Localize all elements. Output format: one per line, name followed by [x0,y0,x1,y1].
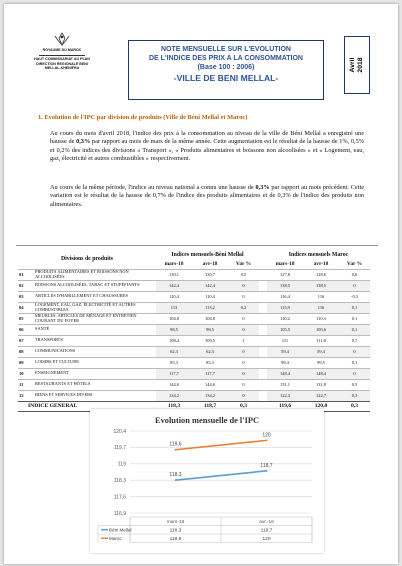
divisions-header: Divisions de produits [60,255,114,262]
table-cell: 0,6 [339,269,370,280]
table-cell: 128,6 [303,269,339,280]
legend-label: Maroc [109,535,122,541]
table-row [18,269,370,280]
legend-label: Béni Mellal [109,527,132,533]
group-header-maroc: Indices mensuels Maroc [288,251,349,258]
table-cell: 115,9 [267,302,303,313]
table-cell: 1 [228,335,259,346]
ipc-table [18,249,370,412]
table-cell: 144,6 [192,379,228,390]
x-category-label: avr.-18 [259,519,274,525]
table-cell: 148,4 [267,368,303,379]
column-gap [259,368,267,379]
table-cell: -0,3 [339,291,370,302]
table-cell: 110,4 [156,291,192,302]
table-cell: 144,6 [156,379,192,390]
org-line: DIRECTION REGIONALE BENI [36,61,88,66]
emblem-icon [52,32,72,46]
table-row [18,379,370,390]
table-cell: 0 [228,313,259,324]
division-code: 03 [18,291,34,302]
table-cell: 118,3 [156,401,192,411]
y-tick-label: 119 [118,461,126,468]
division-label: RESTAURANTS ET HÔTELS [34,379,156,390]
column-gap [259,379,267,390]
division-label: LOGEMENT, EAU, GAZ, ÉLECTRICITÉ ET AUTRES COMBUSTIBLES [34,302,156,313]
division-code: 12 [18,390,34,401]
data-table-value: 118,7 [260,528,273,534]
table-cell: 0,1 [339,357,370,368]
table-row [18,280,370,291]
chart-title: Evolution mensuelle de l'IPC [155,416,259,425]
division-label: TRANSPORTS [34,335,156,346]
paragraph-national [50,184,364,209]
table-cell: 0 [339,368,370,379]
org-line: MELLAL-KHENIFRA [44,66,80,71]
series-line [176,440,267,449]
paragraph-city [50,130,364,164]
table-cell: 111,8 [303,335,339,346]
table-cell: 98,5 [192,324,228,335]
table-cell: 138,5 [303,280,339,291]
table-cell: 110,2 [267,313,303,324]
org-line: ROYAUME DU MAROC [42,48,82,52]
table-cell: 0 [228,379,259,390]
table-cell: 0 [228,346,259,357]
table-cell: 0,1 [339,324,370,335]
division-label: BOISSONS ALCOOLISÉES, TABAC ET STUPÉFIANTS [34,280,156,291]
division-code: 09 [18,357,34,368]
table-cell: 113 [156,302,192,313]
column-gap [259,390,267,401]
ipc-chart [90,409,324,553]
division-code: 08 [18,346,34,357]
division-code: 02 [18,280,34,291]
table-cell: 148,4 [303,368,339,379]
column-header: mars-18 [275,261,295,268]
table-cell: 120,0 [303,401,339,411]
table-cell: 117,7 [192,368,228,379]
table-cell: 0,1 [339,313,370,324]
paragraph-text: par rapport au mois de mars de la même année. Cette augmentation est le résultat de la hausse de 1%, 0,5% et 0,2% des indices des divisions « Transport », « Produits alimentaires et boissons non alcoolisées » et « Logement, eau, gaz, électricité et autres combustibles » respectivement. [50,138,364,163]
table-cell: 99,5 [303,357,339,368]
table-cell: 0,5 [228,269,259,280]
column-gap [259,269,267,280]
y-tick-label: 119,7 [113,445,126,452]
table-cell: 62,3 [156,346,192,357]
division-code: 11 [18,379,34,390]
y-tick-label: 120,4 [113,428,126,435]
column-gap [259,346,267,357]
group-header-beni-mellal: Indices mensuels-Béni Mellal [171,251,244,258]
y-tick-label: 116,9 [113,510,126,517]
title-line: DE L'INDICE DES PRIX A LA CONSOMMATION [149,55,303,62]
table-cell: 134,2 [192,390,228,401]
document-subtitle: -VILLE DE BENI MELLAL- [173,73,279,83]
table-cell: 104,8 [156,313,192,324]
table-row [18,346,370,357]
table-cell: 0 [228,324,259,335]
table-cell: 0 [228,291,259,302]
table-cell: 142,4 [192,280,228,291]
column-gap [259,280,267,291]
table-row [18,357,370,368]
title-line: NOTE MENSUELLE SUR L'EVOLUTION [160,46,291,53]
month-label: Avril [349,57,356,73]
table-cell: 113,2 [192,302,228,313]
table-cell: 59,4 [303,346,339,357]
table-row [18,313,370,324]
table-cell: 142,4 [156,280,192,291]
table-cell: 104,8 [192,313,228,324]
table-cell: 59,4 [267,346,303,357]
table-cell: 130,7 [192,269,228,280]
highlight-value: 0,3% [255,184,270,191]
column-gap [259,313,267,324]
division-code: 10 [18,368,34,379]
table-cell: 111 [267,335,303,346]
paragraph-text: Au cours du mois d'avril 2018, l'indice des prix à la consommation au niveau de la ville de Béni Mellal a enregistré une hausse de [50,130,364,146]
column-gap [259,291,267,302]
table-cell: 0,5 [339,379,370,390]
table-row [18,390,370,401]
table-row [18,335,370,346]
column-header: avr-18 [313,261,329,268]
table-cell: 122,7 [303,390,339,401]
table-cell: 109,5 [192,335,228,346]
table-cell: 116 [303,291,339,302]
column-gap [259,335,267,346]
y-tick-label: 118,3 [113,478,126,484]
division-label: ARTICLES D'HABILLEMENT ET CHAUSSURES [34,291,156,302]
column-header: avr-18 [202,261,218,268]
table-cell: 122,3 [267,390,303,401]
table-cell: 116,4 [267,291,303,302]
division-label: MEUBLES, ARTICLES DE MÉNAGE ET ENTRETIEN COURANT DU FOYER [34,313,156,324]
table-cell: 131,8 [303,379,339,390]
paragraph-text: Au cours de la même période, l'indice au niveau national a connu une hausse de [50,184,256,191]
table-row [18,324,370,335]
data-table-value: 119,6 [169,536,182,542]
table-cell: 62,3 [192,346,228,357]
table-cell: 130,1 [156,269,192,280]
data-table-value: 118,3 [169,528,182,534]
division-code: 04 [18,302,34,313]
divider [16,245,378,246]
division-label: ENSEIGNEMENT [34,368,156,379]
date-label [349,57,365,72]
table-cell: 0 [339,346,370,357]
table-cell: 0 [228,368,259,379]
document-title-box [128,40,324,100]
data-label: 120 [262,432,271,439]
table-cell: 119,6 [267,401,303,411]
table-cell: 98,5 [156,324,192,335]
y-tick-label: 117,6 [113,494,126,501]
table-cell: 131,1 [267,379,303,390]
division-label: BIENS ET SERVICES DIVERS [34,390,156,401]
table-cell: 117,7 [156,368,192,379]
division-code: 05 [18,313,34,324]
data-point [175,449,177,451]
document-page [4,4,398,564]
data-point [266,439,268,441]
data-label: 118,7 [260,462,273,469]
data-label: 118,3 [169,472,182,479]
column-header: mars-18 [164,261,184,268]
table-cell: 108,4 [156,335,192,346]
title-line: (Base 100 : 2006) [197,64,255,71]
series-line [176,471,267,480]
section-heading: 1. Evolution de l'IPC par division de produits (Ville de Béni Mellal et Maroc) [38,114,248,121]
column-header: Var % [235,261,252,268]
table-cell: 0,3 [339,390,370,401]
table-cell: 85,3 [192,357,228,368]
table-cell: 0,3 [228,401,259,411]
chart-canvas [90,409,324,553]
table-cell: 116 [303,302,339,313]
division-code: 07 [18,335,34,346]
column-gap [259,357,267,368]
org-line: HAUT COMMISSARIAT AU PLAN [34,57,90,62]
data-point [175,479,177,481]
division-label: COMMUNICATIONS [34,346,156,357]
data-label: 119,6 [169,441,182,448]
column-gap [259,324,267,335]
table-cell: 0 [339,280,370,291]
date-box [344,36,370,94]
table-cell: 99,4 [267,357,303,368]
division-label: SANTÉ [34,324,156,335]
division-code: 01 [18,269,34,280]
table-cell: 0,3 [339,401,370,411]
division-code: 06 [18,324,34,335]
table-row [18,302,370,313]
column-gap [259,302,267,313]
table-cell: 105,6 [303,324,339,335]
data-table-value: 120 [262,536,271,542]
table-cell: 105,5 [267,324,303,335]
table-cell: 110,4 [192,291,228,302]
table-cell: 85,3 [156,357,192,368]
total-label: INDICE GENERAL [18,401,156,411]
table-cell: 138,5 [267,280,303,291]
table-cell: 0,2 [228,302,259,313]
table-cell: 0 [228,390,259,401]
table-row [18,291,370,302]
paragraph-text: par rapport au mois précédent. Cette variation est le résultat de la hausse de 0,7% de l'indice des produits alimentaires et de 0,3% de l'indice des produits non alimentaires. [50,184,364,208]
table-cell: 0 [228,280,259,291]
highlight-value: 0,3% [76,138,91,146]
division-label: PRODUITS ALIMENTAIRES ET BOISSONS NON ALCOOLISÉES [34,269,156,280]
table-cell: 118,7 [192,401,228,411]
year-label: 2018 [357,57,364,73]
table-cell: 134,2 [156,390,192,401]
table-cell: 0 [228,357,259,368]
table-cell: 0,7 [339,335,370,346]
table-cell: 110,3 [303,313,339,324]
table-cell: 0,1 [339,302,370,313]
x-category-label: mars-18 [166,519,185,525]
table-row [18,368,370,379]
column-header: Var % [346,261,363,268]
divider [39,55,85,56]
data-point [266,470,268,472]
division-label: LOISIRS ET CULTURE [34,357,156,368]
institution-logo-block [22,32,102,94]
table-cell: 127,8 [267,269,303,280]
